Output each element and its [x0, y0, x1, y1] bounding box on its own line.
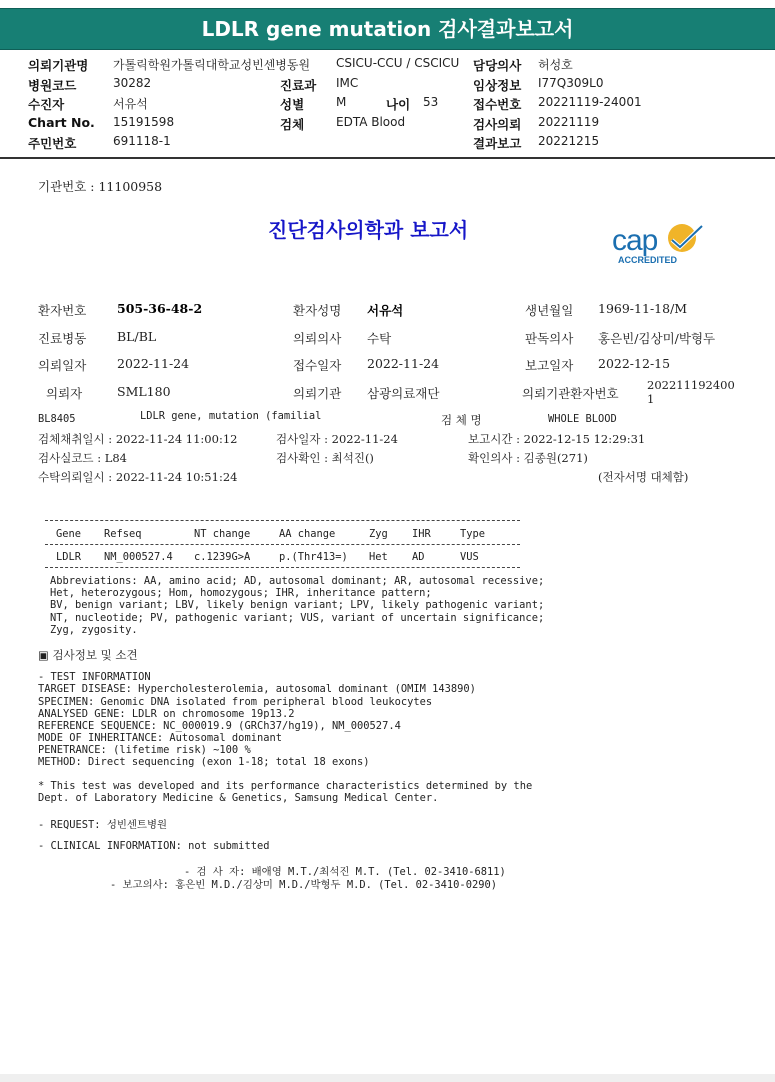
result-report-value: 20221215 — [538, 134, 600, 148]
test-info-line: SPECIMEN: Genomic DNA isolated from peripheral blood leukocytes — [38, 696, 433, 708]
institution-patient-no-value-cont: 1 — [647, 392, 655, 406]
sex-value: M — [336, 95, 347, 109]
institution-patient-no-value: 202211192400 — [647, 378, 735, 392]
age-value: 53 — [423, 95, 439, 109]
test-info-line: METHOD: Direct sequencing (exon 1-18; total 18 exons) — [38, 756, 370, 768]
abbreviation-line: NT, nucleotide; PV, pathogenic variant; VUS, variant of uncertain significance; — [50, 612, 545, 624]
clinical-info-value: I77Q309L0 — [538, 76, 604, 90]
banner-title: LDLR gene mutation 검사결과보고서 — [201, 17, 574, 41]
e-signature-note: (전자서명 대체함) — [598, 470, 689, 484]
ward-value-2: BL/BL — [117, 329, 157, 344]
abbreviation-line: Zyg, zygosity. — [50, 624, 138, 636]
reporting-doctor-line: - 보고의사: 홍은빈 M.D./김상미 M.D./박형두 M.D. (Tel. 02-3410-0290) — [110, 879, 497, 891]
abbreviation-line: Abbreviations: AA, amino acid; AD, autosomal dominant; AR, autosomal recessive; — [50, 575, 545, 587]
cell-refseq: NM_000527.4 — [104, 551, 173, 563]
patient-name-value: 서유석 — [367, 303, 404, 318]
institution-number: 기관번호 : 11100958 — [38, 179, 163, 194]
attending-doctor-label: 담당의사 — [473, 58, 522, 73]
test-info-line: MODE OF INHERITANCE: Autosomal dominant — [38, 732, 282, 744]
specimen-name-label: 검 체 명 — [441, 413, 482, 427]
hospital-code-label: 병원코드 — [28, 78, 77, 93]
attending-doctor-value: 허성호 — [538, 58, 573, 72]
patient-no-value: 505-36-48-2 — [117, 301, 203, 316]
clinical-information: - CLINICAL INFORMATION: not submitted — [38, 840, 270, 852]
department-value: IMC — [336, 76, 359, 90]
report-date-value: 2022-12-15 — [598, 356, 671, 371]
result-report-label: 결과보고 — [473, 136, 522, 151]
cell-gene: LDLR — [56, 551, 82, 563]
receipt-no-value: 20221119-24001 — [538, 95, 642, 109]
cell-zyg: Het — [369, 551, 388, 563]
cell-aa-change: p.(Thr413=) — [279, 551, 348, 563]
confirming-doctor: 확인의사 : 김종원(271) — [468, 451, 588, 465]
header-aa-change: AA change — [279, 528, 336, 540]
table-bottom-rule — [45, 567, 520, 568]
header-nt-change: NT change — [194, 528, 251, 540]
examinee-value: 서유석 — [113, 97, 148, 111]
cap-accredited-text: ACCREDITED — [618, 255, 678, 265]
receipt-no-label: 접수번호 — [473, 97, 522, 112]
hospital-name-label: 의뢰기관명 — [28, 58, 89, 73]
institution-patient-no-label: 의뢰기관환자번호 — [522, 386, 619, 401]
ward-value: CSICU-CCU / CSCICU — [336, 56, 460, 70]
header-type: Type — [460, 528, 486, 540]
header-refseq: Refseq — [104, 528, 142, 540]
abbreviation-line: Het, heterozygous; Hom, homozygous; IHR, inheritance pattern; — [50, 587, 432, 599]
report-banner — [0, 8, 775, 50]
request-date-value: 2022-11-24 — [117, 356, 190, 371]
test-name: LDLR gene, mutation (familial — [140, 410, 322, 422]
requesting-institution-label: 의뢰기관 — [293, 386, 342, 401]
cell-type: VUS — [460, 551, 479, 563]
resident-no-value: 691118-1 — [113, 134, 171, 148]
referring-doctor-value: 수탁 — [367, 331, 392, 346]
collection-datetime: 검체채취일시 : 2022-11-24 11:00:12 — [38, 432, 238, 446]
requester-value: SML180 — [117, 384, 171, 399]
test-info-line: TARGET DISEASE: Hypercholesterolemia, autosomal dominant (OMIM 143890) — [38, 683, 476, 695]
specimen-name-value: WHOLE BLOOD — [548, 413, 617, 425]
chart-no-label: Chart No. — [28, 115, 95, 130]
request-date-label: 의뢰일자 — [38, 358, 87, 373]
hospital-code-value: 30282 — [113, 76, 152, 90]
sex-label: 성별 — [280, 97, 305, 112]
resident-no-label: 주민번호 — [28, 136, 77, 151]
birth-date-value: 1969-11-18/M — [598, 301, 688, 316]
hospital-name-value: 가톨릭학원가톨릭대학교성빈센병동원 — [113, 58, 311, 72]
receipt-date-value: 2022-11-24 — [367, 356, 440, 371]
test-info-line: ANALYSED GENE: LDLR on chromosome 19p13.2 — [38, 708, 295, 720]
ward-label: 진료병동 — [38, 331, 87, 346]
test-info-line: - TEST INFORMATION — [38, 671, 151, 683]
report-time: 보고시간 : 2022-12-15 12:29:31 — [468, 432, 646, 446]
table-header-rule — [45, 544, 520, 545]
consignment-datetime: 수탁의뢰일시 : 2022-11-24 10:51:24 — [38, 470, 238, 484]
specimen-label: 검체 — [280, 117, 305, 132]
header-ihr: IHR — [412, 528, 431, 540]
patient-no-label: 환자번호 — [38, 303, 87, 318]
request-info: - REQUEST: 성빈센트병원 — [38, 819, 168, 831]
clinical-info-label: 임상정보 — [473, 78, 522, 93]
requesting-institution-value: 삼광의료재단 — [367, 386, 440, 401]
section-title: ▣ 검사정보 및 소견 — [38, 648, 138, 662]
test-request-label: 검사의뢰 — [473, 117, 522, 132]
test-code: BL8405 — [38, 413, 76, 425]
chart-no-value: 15191598 — [113, 115, 175, 129]
note-line: * This test was developed and its performance characteristics determined by the — [38, 780, 533, 792]
note-line: Dept. of Laboratory Medicine & Genetics, Samsung Medical Center. — [38, 792, 439, 804]
requester-label: 의뢰자 — [46, 386, 83, 401]
test-request-value: 20221119 — [538, 115, 600, 129]
header-gene: Gene — [56, 528, 82, 540]
abbreviation-line: BV, benign variant; LBV, likely benign variant; LPV, likely pathogenic variant; — [50, 599, 545, 611]
patient-name-label: 환자성명 — [293, 303, 342, 318]
examinee-label: 수진자 — [28, 97, 65, 112]
test-info-line: PENETRANCE: (lifetime risk) ~100 % — [38, 744, 251, 756]
cell-ihr: AD — [412, 551, 425, 563]
cap-accredited-logo — [610, 220, 720, 270]
test-confirmer: 검사확인 : 최석진() — [276, 451, 374, 465]
test-info-line: REFERENCE SEQUENCE: NC_000019.9 (GRCh37/hg19), NM_000527.4 — [38, 720, 401, 732]
age-label: 나이 — [386, 97, 411, 112]
lab-code: 검사실코드 : L84 — [38, 451, 127, 465]
page-bottom-strip — [0, 1074, 775, 1082]
cap-logo-text: cap — [612, 224, 658, 257]
birth-date-label: 생년월일 — [525, 303, 574, 318]
department-label: 진료과 — [280, 78, 317, 93]
header-divider — [0, 157, 775, 159]
referring-doctor-label: 의뢰의사 — [293, 331, 342, 346]
report-date-label: 보고일자 — [525, 358, 574, 373]
reading-doctor-value: 홍은빈/김상미/박형두 — [598, 331, 716, 346]
table-top-rule — [45, 520, 520, 521]
test-date: 검사일자 : 2022-11-24 — [276, 432, 398, 446]
tester-line: - 검 사 자: 배애영 M.T./최석진 M.T. (Tel. 02-3410-6811) — [184, 866, 506, 878]
header-zyg: Zyg — [369, 528, 388, 540]
cell-nt-change: c.1239G>A — [194, 551, 251, 563]
reading-doctor-label: 판독의사 — [525, 331, 574, 346]
specimen-value: EDTA Blood — [336, 115, 406, 129]
report-title: 진단검사의학과 보고서 — [268, 218, 469, 242]
receipt-date-label: 접수일자 — [293, 358, 342, 373]
